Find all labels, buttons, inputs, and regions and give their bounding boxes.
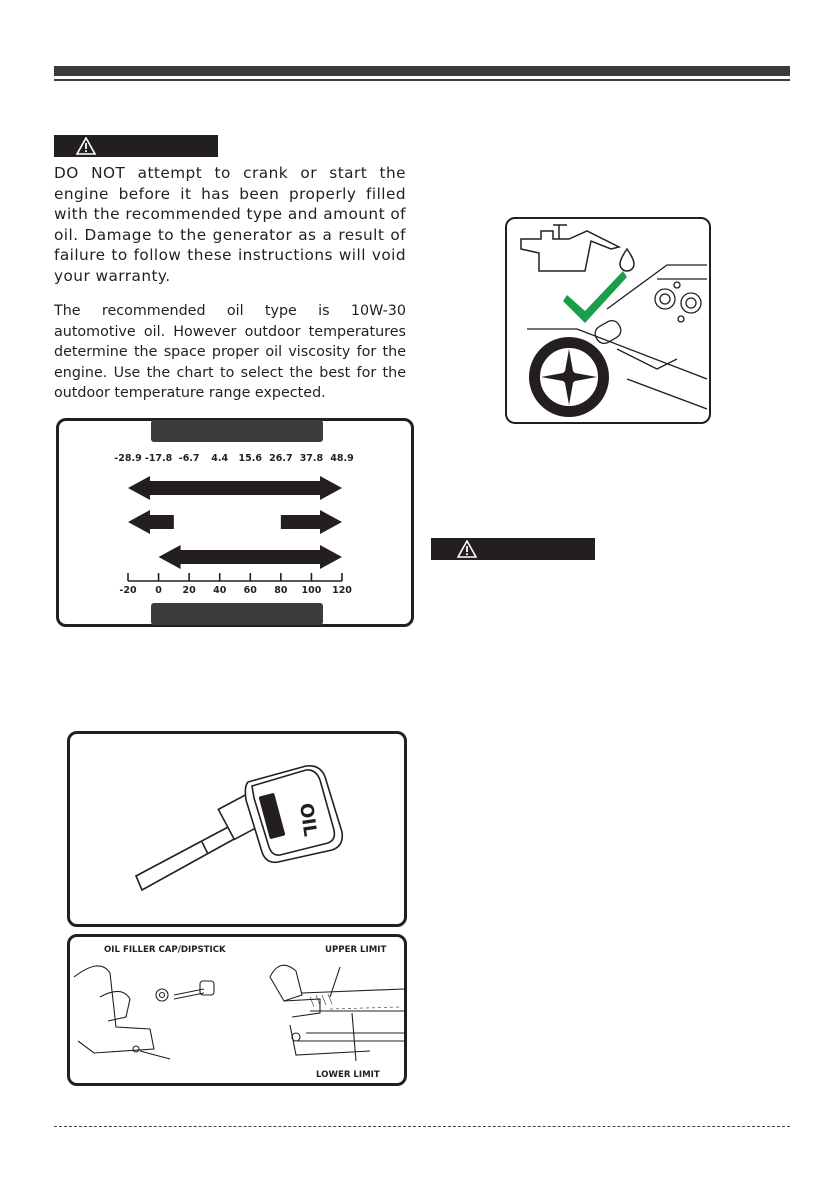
fahrenheit-tick-label: 80 [274,585,288,596]
celsius-tick-label: -17.8 [144,453,173,464]
footer-divider [54,1126,790,1127]
oil-level-drawing [70,937,404,1083]
fahrenheit-tick-label: 120 [332,585,352,596]
celsius-tick-label: 48.9 [330,453,354,464]
oil-can-icon [521,225,634,271]
wheel [529,337,609,417]
fahrenheit-tick-label: 0 [155,585,162,596]
oil-fill-illustration [505,217,711,424]
lower-limit-label: LOWER LIMIT [316,1070,380,1080]
oil-level-illustration [67,934,407,1086]
warning-badge-2 [431,538,595,560]
dipstick-cap-label: OIL [295,801,321,838]
warning-icon [457,540,477,558]
celsius-tick-label: 26.7 [269,453,293,464]
oil-fill-drawing [507,219,707,420]
celsius-tick-label: 4.4 [211,453,229,464]
fahrenheit-tick-label: 20 [182,585,196,596]
fahrenheit-tick-label: 60 [243,585,257,596]
range-arrow [281,510,342,534]
range-arrow [159,545,342,569]
celsius-tick-label: 37.8 [299,453,324,464]
celsius-tick-label: -28.9 [114,453,142,464]
celsius-tick-label: 15.6 [238,453,263,464]
range-arrow [128,476,342,500]
upper-limit-label: UPPER LIMIT [325,945,387,955]
fahrenheit-tick-label: 100 [301,585,322,596]
oil-type-paragraph: The recommended oil type is 10W-30 automotive oil. However outdoor temperatures determine the space proper oil viscosity for the engine. Use the chart to select the best for the outdoor temperature range expected. [54,303,406,401]
fahrenheit-tick-label: 40 [213,585,227,596]
warning-text: DO NOT attempt to crank or start the engine before it has been properly filled with the recommended type and amount of oil. Damage to the generator as a result of failure to follow these instructions will void your warranty. [54,164,406,285]
celsius-tick-label: -6.7 [178,453,200,464]
range-arrow [128,510,174,534]
checkmark-icon [563,271,627,323]
dipstick-illustration [67,731,407,927]
filler-cap-label: OIL FILLER CAP/DIPSTICK [104,945,226,955]
fahrenheit-tick-label: -20 [119,585,137,596]
dipstick-drawing [70,734,404,924]
